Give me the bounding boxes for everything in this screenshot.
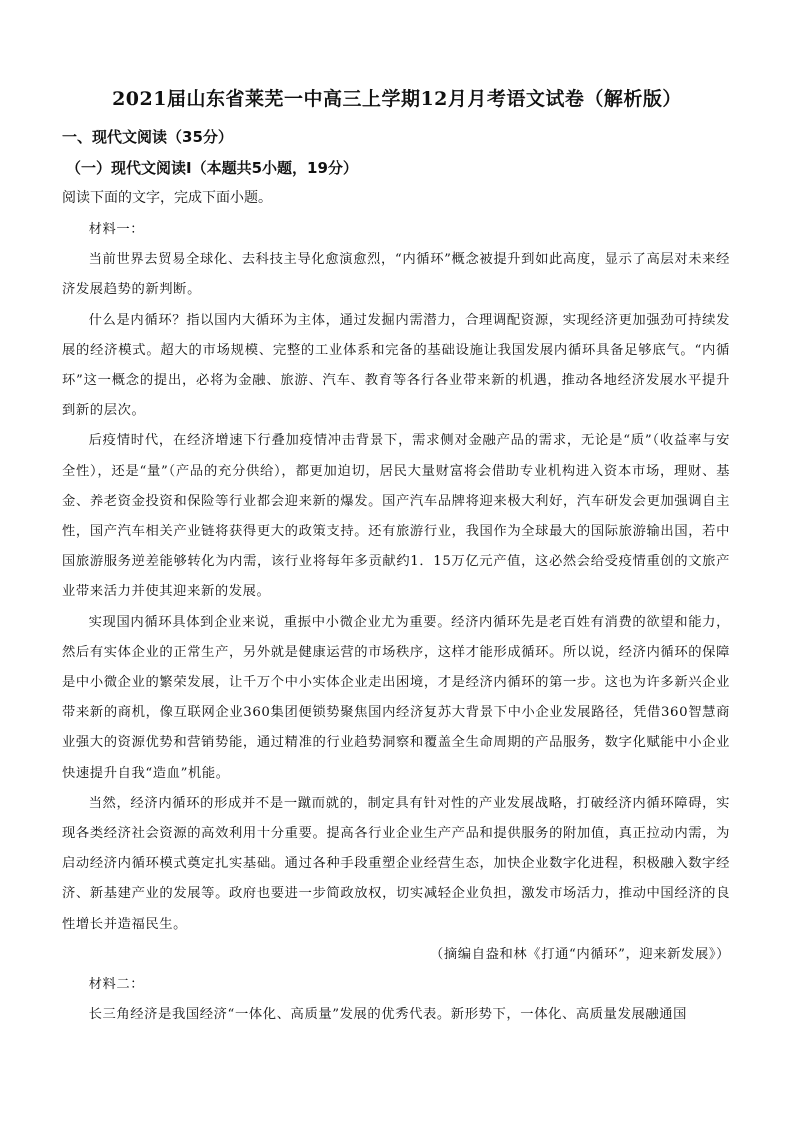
document-title: 2021届山东省莱芜一中高三上学期12月月考语文试卷（解析版） [112,88,682,110]
material-1-label: 材料一： [88,222,145,237]
source-citation: （摘编自盎和林《打通“内循环”，迎来新发展》） [430,946,730,962]
section-heading-modern-reading: 一、现代文阅读（35分） [62,128,233,146]
paragraph: 什么是内循环？指以国内大循环为主体，通过发掘内需潜力，合理调配资源，实现经济更加强劲可持续发展的经济模式。超大的市场规模、完整的工业体系和完备的基础设施让我国发展内循环具备足够底气。“内循环”这一概念的提出，必将为金融、旅游、汽车、教育等各行各业带来新的机遇，推动各地经济发展水平提升到新的层次。 [62,312,730,419]
material-2-label: 材料二： [88,977,145,993]
subsection-heading-reading-1: （一）现代文阅读Ⅰ（本题共5小题，19分） [66,159,358,177]
paragraph: 长三角经济是我国经济“一体化、高质量”发展的优秀代表。新形势下，一体化、高质量发展融通国 [88,1007,688,1023]
paragraph: 后疫情时代，在经济增速下行叠加疫情冲击背景下，需求侧对金融产品的需求，无论是“质”（收益率与安全性），还是“量”（产品的充分供给），都更加迫切，居民大量财富将会借助专业机构进入资本市场，理财、基金、养老资金投资和保险等行业都会迎来新的爆发。国产汽车品牌将迎来极大利好，汽车研发会更加强调自主性，国产汽车相关产业链将获得更大的政策支持。还有旅游行业，我国作为全球最大的国际旅游输出国，若中国旅游服务逆差能够转化为内需，该行业将每年多贡献约1．15万亿元产值，这必然会给受疫情重创的文旅产业带来活力并使其迎来新的发展。 [62,433,730,600]
reading-passage [62,215,730,1030]
paragraph: 当然，经济内循环的形成并不是一蹴而就的，制定具有针对性的产业发展战略，打破经济内循环障碍，实现各类经济社会资源的高效利用十分重要。提高各行业企业生产产品和提供服务的附加值，真正拉动内需，为启动经济内循环模式奠定扎实基础。通过各种手段重塑企业经营生态，加快企业数字化进程，积极融入数字经济、新基建产业的发展等。政府也要进一步简政放权，切实减轻企业负担，激发市场活力，推动中国经济的良性增长并造福民生。 [62,795,730,932]
reading-instruction: 阅读下面的文字，完成下面小题。 [62,190,272,206]
paragraph: 实现国内循环具体到企业来说，重振中小微企业尤为重要。经济内循环先是老百姓有消费的欲望和能力，然后有实体企业的正常生产，另外就是健康运营的市场秩序，这样才能形成循环。所以说，经济内循环的保障是中小微企业的繁荣发展，让千万个中小实体企业走出困境，才是经济内循环的第一步。这也为许多新兴企业带来新的商机，像互联网企业360集团便锁势聚焦国内经济复苏大背景下中小企业发展路径，凭借360智慧商业强大的资源优势和营销势能，通过精准的行业趋势洞察和覆盖全生命周期的产品服务，数字化赋能中小企业快速提升自我“造血”机能。 [62,614,730,781]
paragraph: 当前世界去贸易全球化、去科技主导化愈演愈烈，“内循环”概念被提升到如此高度，显示了高层对未来经济发展趋势的新判断。 [62,252,730,298]
